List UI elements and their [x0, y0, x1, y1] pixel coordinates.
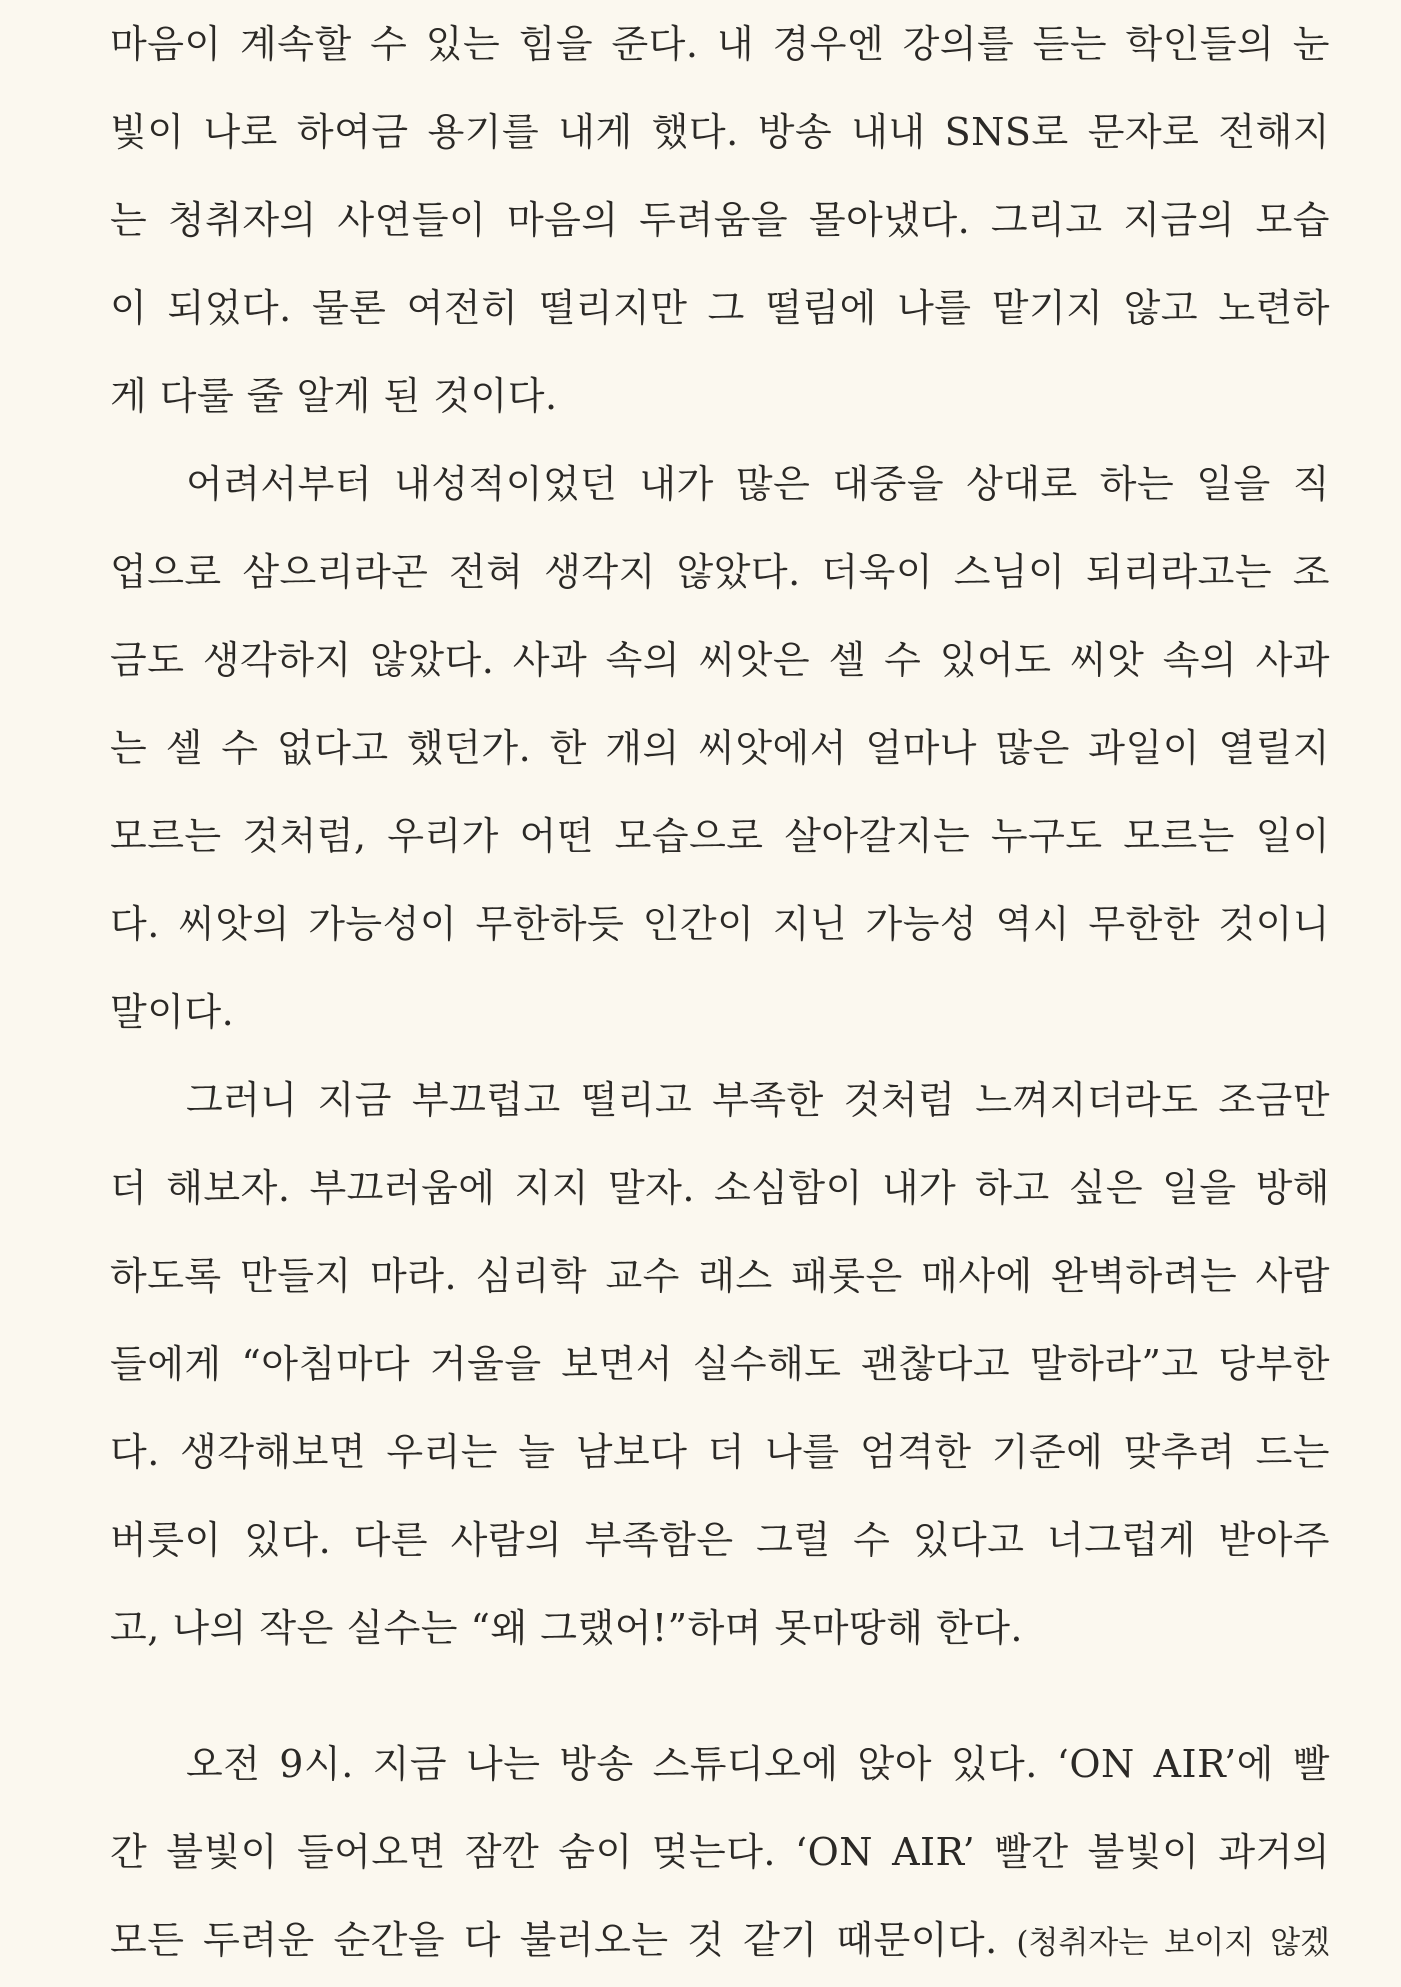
- text-line: 마음이 계속할 수 있는 힘을 준다. 내 경우엔 강의를 듣는 학인들의 눈: [110, 22, 1330, 66]
- text-line: 간 불빛이 들어오면 잠깐 숨이 멎는다. ‘ON AIR’ 빨간 불빛이 과거의: [110, 1830, 1330, 1874]
- text-line: 들에게 “아침마다 거울을 보면서 실수해도 괜찮다고 말하라”고 당부한: [110, 1342, 1330, 1386]
- text-line: 다. 생각해보면 우리는 늘 남보다 더 나를 엄격한 기준에 맞추려 드는: [110, 1430, 1330, 1474]
- text-line: 는 셀 수 없다고 했던가. 한 개의 씨앗에서 얼마나 많은 과일이 열릴지: [110, 726, 1330, 770]
- text-line: 빛이 나로 하여금 용기를 내게 했다. 방송 내내 SNS로 문자로 전해지: [110, 110, 1330, 154]
- text-line: 업으로 삼으리라곤 전혀 생각지 않았다. 더욱이 스님이 되리라고는 조: [110, 550, 1330, 594]
- text-line: 금도 생각하지 않았다. 사과 속의 씨앗은 셀 수 있어도 씨앗 속의 사과: [110, 638, 1330, 682]
- text-line: 이 되었다. 물론 여전히 떨리지만 그 떨림에 나를 맡기지 않고 노련하: [110, 286, 1330, 330]
- text-line: 고, 나의 작은 실수는 “왜 그랬어!”하며 못마땅해 한다.: [110, 1606, 1023, 1650]
- text-line: 말이다.: [110, 990, 235, 1034]
- trailing-note: (청취자는 보이지 않겠: [1016, 1925, 1330, 1961]
- text-line: 다. 씨앗의 가능성이 무한하듯 인간이 지닌 가능성 역시 무한한 것이니: [110, 902, 1330, 946]
- text-line: 더 해보자. 부끄러움에 지지 말자. 소심함이 내가 하고 싶은 일을 방해: [110, 1166, 1330, 1210]
- text-line: 그러니 지금 부끄럽고 떨리고 부족한 것처럼 느껴지더라도 조금만: [186, 1078, 1330, 1122]
- text-line: 게 다룰 줄 알게 된 것이다.: [110, 374, 558, 418]
- text-line: 는 청취자의 사연들이 마음의 두려움을 몰아냈다. 그리고 지금의 모습: [110, 198, 1330, 242]
- text-line-main: 모든 두려운 순간을 다 불러오는 것 같기 때문이다.: [110, 1918, 998, 1962]
- text-line: 오전 9시. 지금 나는 방송 스튜디오에 앉아 있다. ‘ON AIR’에 빨: [186, 1742, 1330, 1786]
- text-line: 모르는 것처럼, 우리가 어떤 모습으로 살아갈지는 누구도 모르는 일이: [110, 814, 1330, 858]
- text-line: 어려서부터 내성적이었던 내가 많은 대중을 상대로 하는 일을 직: [186, 462, 1330, 506]
- text-line: 버릇이 있다. 다른 사람의 부족함은 그럴 수 있다고 너그럽게 받아주: [110, 1518, 1330, 1562]
- text-line: [110, 1896, 1330, 1984]
- text-line: 하도록 만들지 마라. 심리학 교수 래스 패롯은 매사에 완벽하려는 사람: [110, 1254, 1330, 1298]
